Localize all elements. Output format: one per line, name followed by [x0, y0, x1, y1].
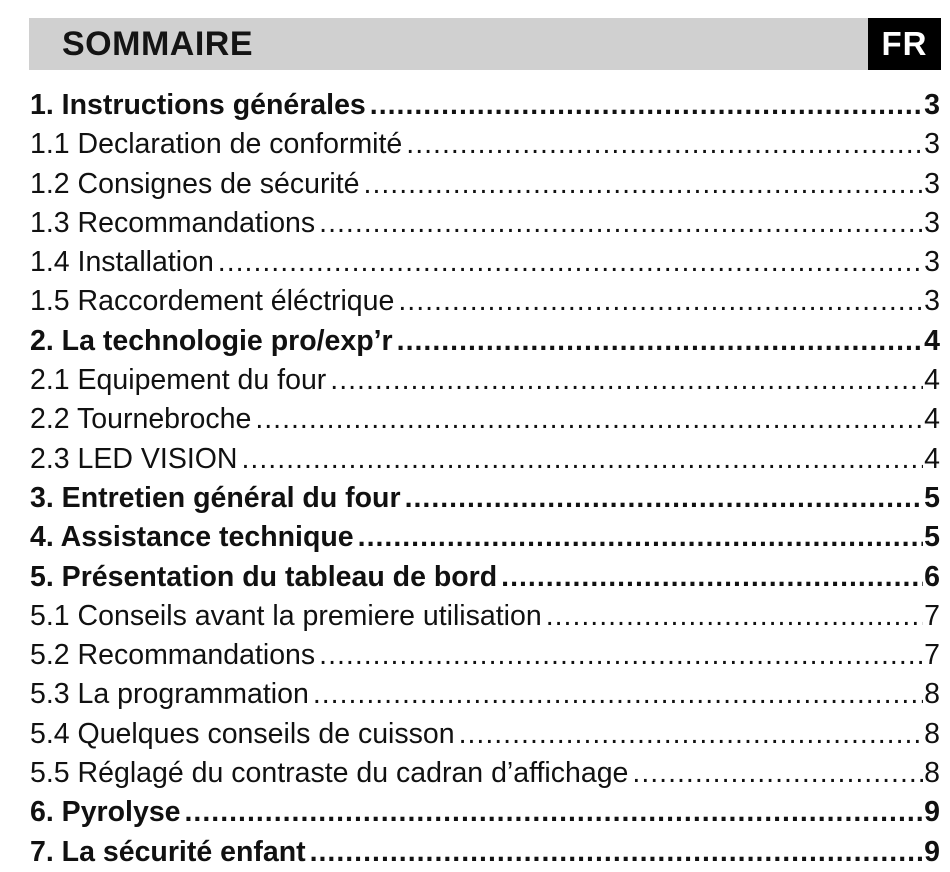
toc-entry-label: 2.1 Equipement du four — [30, 364, 327, 397]
toc-entry[interactable] — [30, 754, 940, 793]
toc-entry-label: 5.2 Recommandations — [30, 639, 316, 672]
toc-entry[interactable] — [30, 479, 940, 518]
toc-entry[interactable] — [30, 322, 940, 361]
toc-entry[interactable] — [30, 793, 940, 832]
toc-entry-label: 1.5 Raccordement éléctrique — [30, 285, 395, 318]
toc-entry[interactable] — [30, 204, 940, 243]
toc-entry-page: 3 — [924, 167, 940, 200]
dot-leader — [459, 715, 924, 754]
dot-leader — [319, 204, 923, 243]
toc-entry[interactable] — [30, 518, 940, 557]
toc-entry-page: 7 — [924, 639, 940, 672]
page-title: SOMMAIRE — [62, 25, 253, 63]
toc-entry[interactable] — [30, 558, 940, 597]
toc-entry-label: 5.1 Conseils avant la premiere utilisation — [30, 599, 542, 632]
toc-entry-page: 3 — [924, 246, 940, 279]
toc-entry-page: 8 — [924, 678, 940, 711]
language-badge: FR — [868, 18, 941, 70]
toc-entry-label: 1.2 Consignes de sécurité — [30, 167, 360, 200]
toc-entry-page: 6 — [924, 560, 940, 593]
toc-entry-label: 1.4 Installation — [30, 246, 214, 279]
toc-entry-label: 1.3 Recommandations — [30, 206, 316, 239]
toc-entry[interactable] — [30, 86, 940, 125]
dot-leader — [185, 793, 924, 832]
toc-entry[interactable] — [30, 165, 940, 204]
toc-entry-label: 5.5 Réglagé du contraste du cadran d’affichage — [30, 757, 629, 790]
dot-leader — [397, 322, 923, 361]
dot-leader — [398, 282, 923, 321]
table-of-contents — [30, 86, 940, 872]
toc-entry-label: 5.3 La programmation — [30, 678, 309, 711]
toc-entry-page: 3 — [924, 285, 940, 318]
dot-leader — [313, 675, 923, 714]
toc-entry-page: 9 — [924, 835, 940, 868]
toc-entry-label: 5. Présentation du tableau de bord — [30, 560, 498, 593]
toc-entry[interactable] — [30, 833, 940, 872]
dot-leader — [370, 86, 923, 125]
toc-entry-page: 3 — [924, 128, 940, 161]
dot-leader — [242, 440, 924, 479]
dot-leader — [546, 597, 923, 636]
toc-entry-label: 2.2 Tournebroche — [30, 403, 252, 436]
toc-entry[interactable] — [30, 440, 940, 479]
toc-entry-page: 9 — [924, 796, 940, 829]
toc-entry-label: 1.1 Declaration de conformité — [30, 128, 403, 161]
toc-entry-page: 3 — [924, 89, 940, 121]
toc-entry-label: 1. Instructions générales — [30, 89, 366, 121]
toc-entry[interactable] — [30, 400, 940, 439]
dot-leader — [501, 558, 923, 597]
toc-entry-label: 5.4 Quelques conseils de cuisson — [30, 717, 455, 750]
toc-entry-page: 5 — [924, 521, 940, 554]
dot-leader — [255, 400, 923, 439]
header-bar — [29, 18, 868, 70]
toc-entry[interactable] — [30, 675, 940, 714]
toc-entry[interactable] — [30, 243, 940, 282]
toc-entry-label: 3. Entretien général du four — [30, 481, 401, 514]
toc-entry-label: 4. Assistance technique — [30, 521, 354, 554]
dot-leader — [330, 361, 923, 400]
toc-entry-label: 6. Pyrolyse — [30, 796, 181, 829]
toc-entry-page: 4 — [924, 442, 940, 475]
toc-entry-label: 2.3 LED VISION — [30, 442, 238, 475]
dot-leader — [405, 479, 924, 518]
toc-entry[interactable] — [30, 636, 940, 675]
dot-leader — [319, 636, 923, 675]
dot-leader — [310, 833, 924, 872]
toc-entry[interactable] — [30, 597, 940, 636]
dot-leader — [406, 125, 923, 164]
dot-leader — [364, 165, 924, 204]
toc-entry-page: 3 — [924, 206, 940, 239]
toc-entry-page: 4 — [924, 364, 940, 397]
toc-entry-page: 8 — [924, 717, 940, 750]
toc-entry[interactable] — [30, 125, 940, 164]
toc-entry[interactable] — [30, 715, 940, 754]
toc-entry-label: 2. La technologie pro/exp’r — [30, 324, 393, 357]
toc-entry-page: 8 — [924, 757, 940, 790]
dot-leader — [218, 243, 923, 282]
toc-entry-page: 5 — [924, 481, 940, 514]
toc-entry-label: 7. La sécurité enfant — [30, 835, 306, 868]
toc-entry[interactable] — [30, 361, 940, 400]
toc-entry[interactable] — [30, 282, 940, 321]
toc-entry-page: 7 — [924, 599, 940, 632]
dot-leader — [358, 518, 923, 557]
toc-entry-page: 4 — [924, 403, 940, 436]
toc-entry-page: 4 — [924, 324, 940, 357]
dot-leader — [632, 754, 923, 793]
